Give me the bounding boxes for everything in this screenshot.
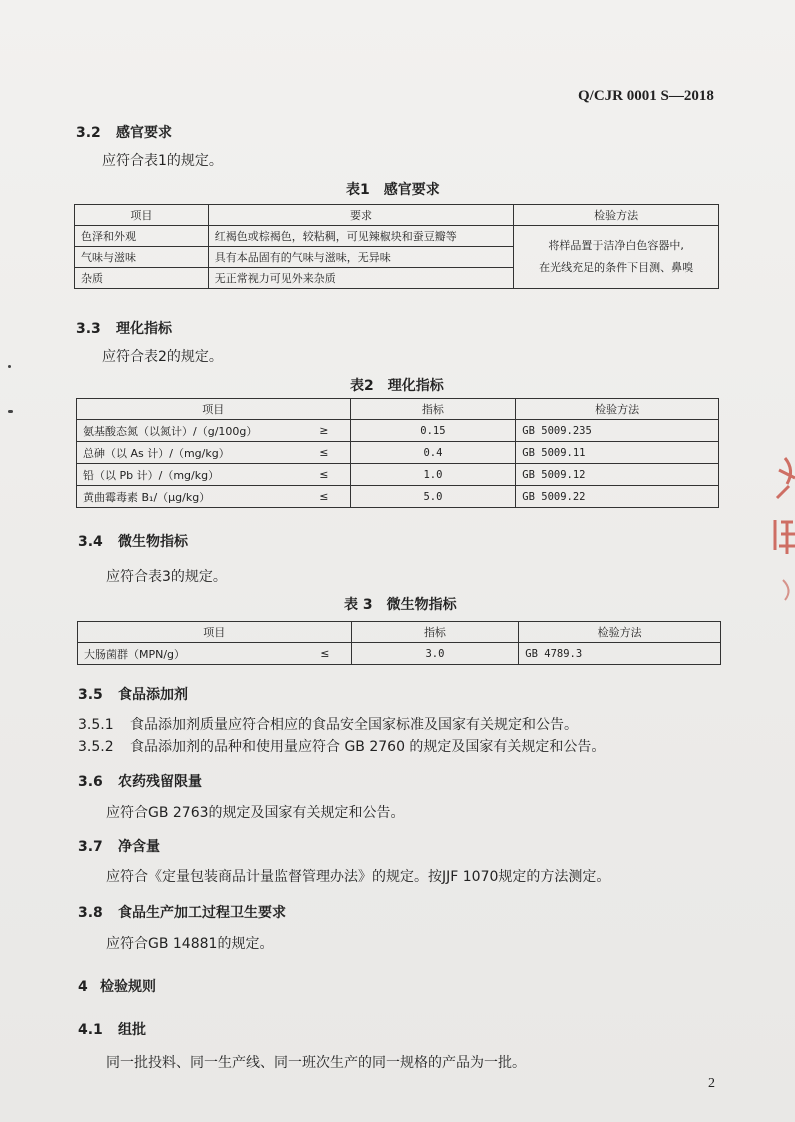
section-text: 应符合表1的规定。: [102, 153, 223, 169]
section-title: 感官要求: [116, 125, 172, 141]
subsection-number: 3.5.1: [78, 717, 114, 733]
section-number: 3.4: [78, 534, 103, 550]
table-cell-method: GB 5009.235: [516, 420, 719, 442]
section-title: 食品添加剂: [118, 687, 188, 703]
section-number: 3.3: [76, 321, 101, 337]
section-heading-3-6: [78, 771, 202, 791]
subsection-item: [78, 736, 605, 756]
section-heading-3-4: [78, 531, 188, 551]
section-number: 3.5: [78, 687, 103, 703]
method-line: 将样品置于洁净白色容器中,: [548, 239, 684, 252]
section-title: 组批: [118, 1022, 146, 1038]
table-cell-value: 1.0: [350, 464, 516, 486]
page-number: 2: [708, 1076, 715, 1091]
table-cell-value: 0.15: [350, 420, 516, 442]
table-cell-item: 铅（以 Pb 计）/（mg/kg）: [77, 464, 299, 486]
table-cell-operator: ≤: [298, 464, 350, 486]
section-title: 农药残留限量: [118, 774, 202, 790]
table-cell-value: 0.4: [350, 442, 516, 464]
table-row: [77, 486, 719, 508]
method-line: 在光线充足的条件下目测、鼻嗅: [539, 261, 694, 274]
table-cell-item: 杂质: [75, 268, 209, 289]
subsection-item: [78, 714, 578, 734]
sensory-table: [74, 204, 719, 289]
section-text: 应符合表2的规定。: [102, 349, 223, 365]
section-title: 微生物指标: [118, 534, 188, 550]
table-header-cell: 指标: [350, 399, 516, 420]
section-text: 应符合GB 2763的规定及国家有关规定和公告。: [106, 805, 405, 821]
table-cell-method: GB 5009.22: [516, 486, 719, 508]
section-heading-3-5: [78, 684, 188, 704]
table-row: [78, 643, 721, 665]
table-header-row: [78, 622, 721, 643]
table-header-cell: 项目: [75, 205, 209, 226]
table-header-row: [77, 399, 719, 420]
table-cell-method: GB 5009.11: [516, 442, 719, 464]
section-number: 3.6: [78, 774, 103, 790]
table-cell-requirement: 具有本品固有的气味与滋味，无异味: [208, 247, 514, 268]
table-caption: 表2 理化指标: [350, 378, 444, 394]
table-header-cell: 指标: [351, 622, 519, 643]
physicochemical-table: [76, 398, 719, 508]
section-heading-3-3: [76, 318, 172, 338]
table-header-cell: 要求: [208, 205, 514, 226]
microbial-table: [77, 621, 721, 665]
table-cell-method: GB 5009.12: [516, 464, 719, 486]
section-text: 同一批投料、同一生产线、同一班次生产的同一规格的产品为一批。: [106, 1055, 526, 1071]
section-heading-3-7: [78, 836, 160, 856]
table-cell-item: 氨基酸态氮（以氮计）/（g/100g）: [77, 420, 299, 442]
seal-stamp-fragment: [765, 450, 795, 610]
table-cell-method: [514, 226, 719, 289]
table-cell-item: 色泽和外观: [75, 226, 209, 247]
table-cell-value: 5.0: [350, 486, 516, 508]
section-number: 3.7: [78, 839, 103, 855]
section-text: 应符合《定量包装商品计量监督管理办法》的规定。按JJF 1070规定的方法测定。: [106, 869, 611, 885]
table-row: [77, 420, 719, 442]
section-number: 3.2: [76, 125, 101, 141]
table-caption: 表1 感官要求: [346, 182, 440, 198]
table-header-cell: 检验方法: [516, 399, 719, 420]
section-title: 净含量: [118, 839, 160, 855]
scan-speck: [8, 365, 11, 368]
section-number: 4.1: [78, 1022, 103, 1038]
scan-speck: [8, 410, 13, 413]
table-header-row: [75, 205, 719, 226]
subsection-number: 3.5.2: [78, 739, 114, 755]
table-header-cell: 检验方法: [519, 622, 721, 643]
table-caption: 表 3 微生物指标: [344, 597, 457, 613]
section-text: 应符合GB 14881的规定。: [106, 936, 274, 952]
section-number: 3.8: [78, 905, 103, 921]
table-row: [77, 442, 719, 464]
table-header-cell: 项目: [77, 399, 351, 420]
subsection-text: 食品添加剂质量应符合相应的食品安全国家标准及国家有关规定和公告。: [130, 717, 578, 733]
table-cell-operator: ≤: [298, 486, 350, 508]
section-heading-4: [78, 976, 156, 996]
subsection-text: 食品添加剂的品种和使用量应符合 GB 2760 的规定及国家有关规定和公告。: [130, 739, 606, 755]
table-cell-method: GB 4789.3: [519, 643, 721, 665]
section-title: 食品生产加工过程卫生要求: [118, 905, 286, 921]
table-cell-operator: ≤: [299, 643, 351, 665]
table-cell-item: 黄曲霉毒素 B₁/（μg/kg）: [77, 486, 299, 508]
section-heading-3-8: [78, 902, 286, 922]
section-heading-4-1: [78, 1019, 146, 1039]
section-title: 检验规则: [100, 979, 156, 995]
section-number: 4: [78, 979, 88, 995]
table-header-cell: 检验方法: [514, 205, 719, 226]
table-cell-item: 大肠菌群（MPN/g）: [78, 643, 300, 665]
table-cell-operator: ≥: [298, 420, 350, 442]
table-header-cell: 项目: [78, 622, 352, 643]
table-cell-value: 3.0: [351, 643, 519, 665]
table-row: [77, 464, 719, 486]
table-cell-requirement: 无正常视力可见外来杂质: [208, 268, 514, 289]
section-text: 应符合表3的规定。: [106, 569, 227, 585]
document-number: Q/CJR 0001 S—2018: [578, 88, 714, 104]
table-cell-item: 气味与滋味: [75, 247, 209, 268]
table-cell-item: 总砷（以 As 计）/（mg/kg）: [77, 442, 299, 464]
section-title: 理化指标: [116, 321, 172, 337]
table-row: [75, 226, 719, 247]
table-cell-requirement: 红褐色或棕褐色，较粘稠，可见辣椒块和蚕豆瓣等: [208, 226, 514, 247]
section-heading-3-2: [76, 122, 172, 142]
table-cell-operator: ≤: [298, 442, 350, 464]
